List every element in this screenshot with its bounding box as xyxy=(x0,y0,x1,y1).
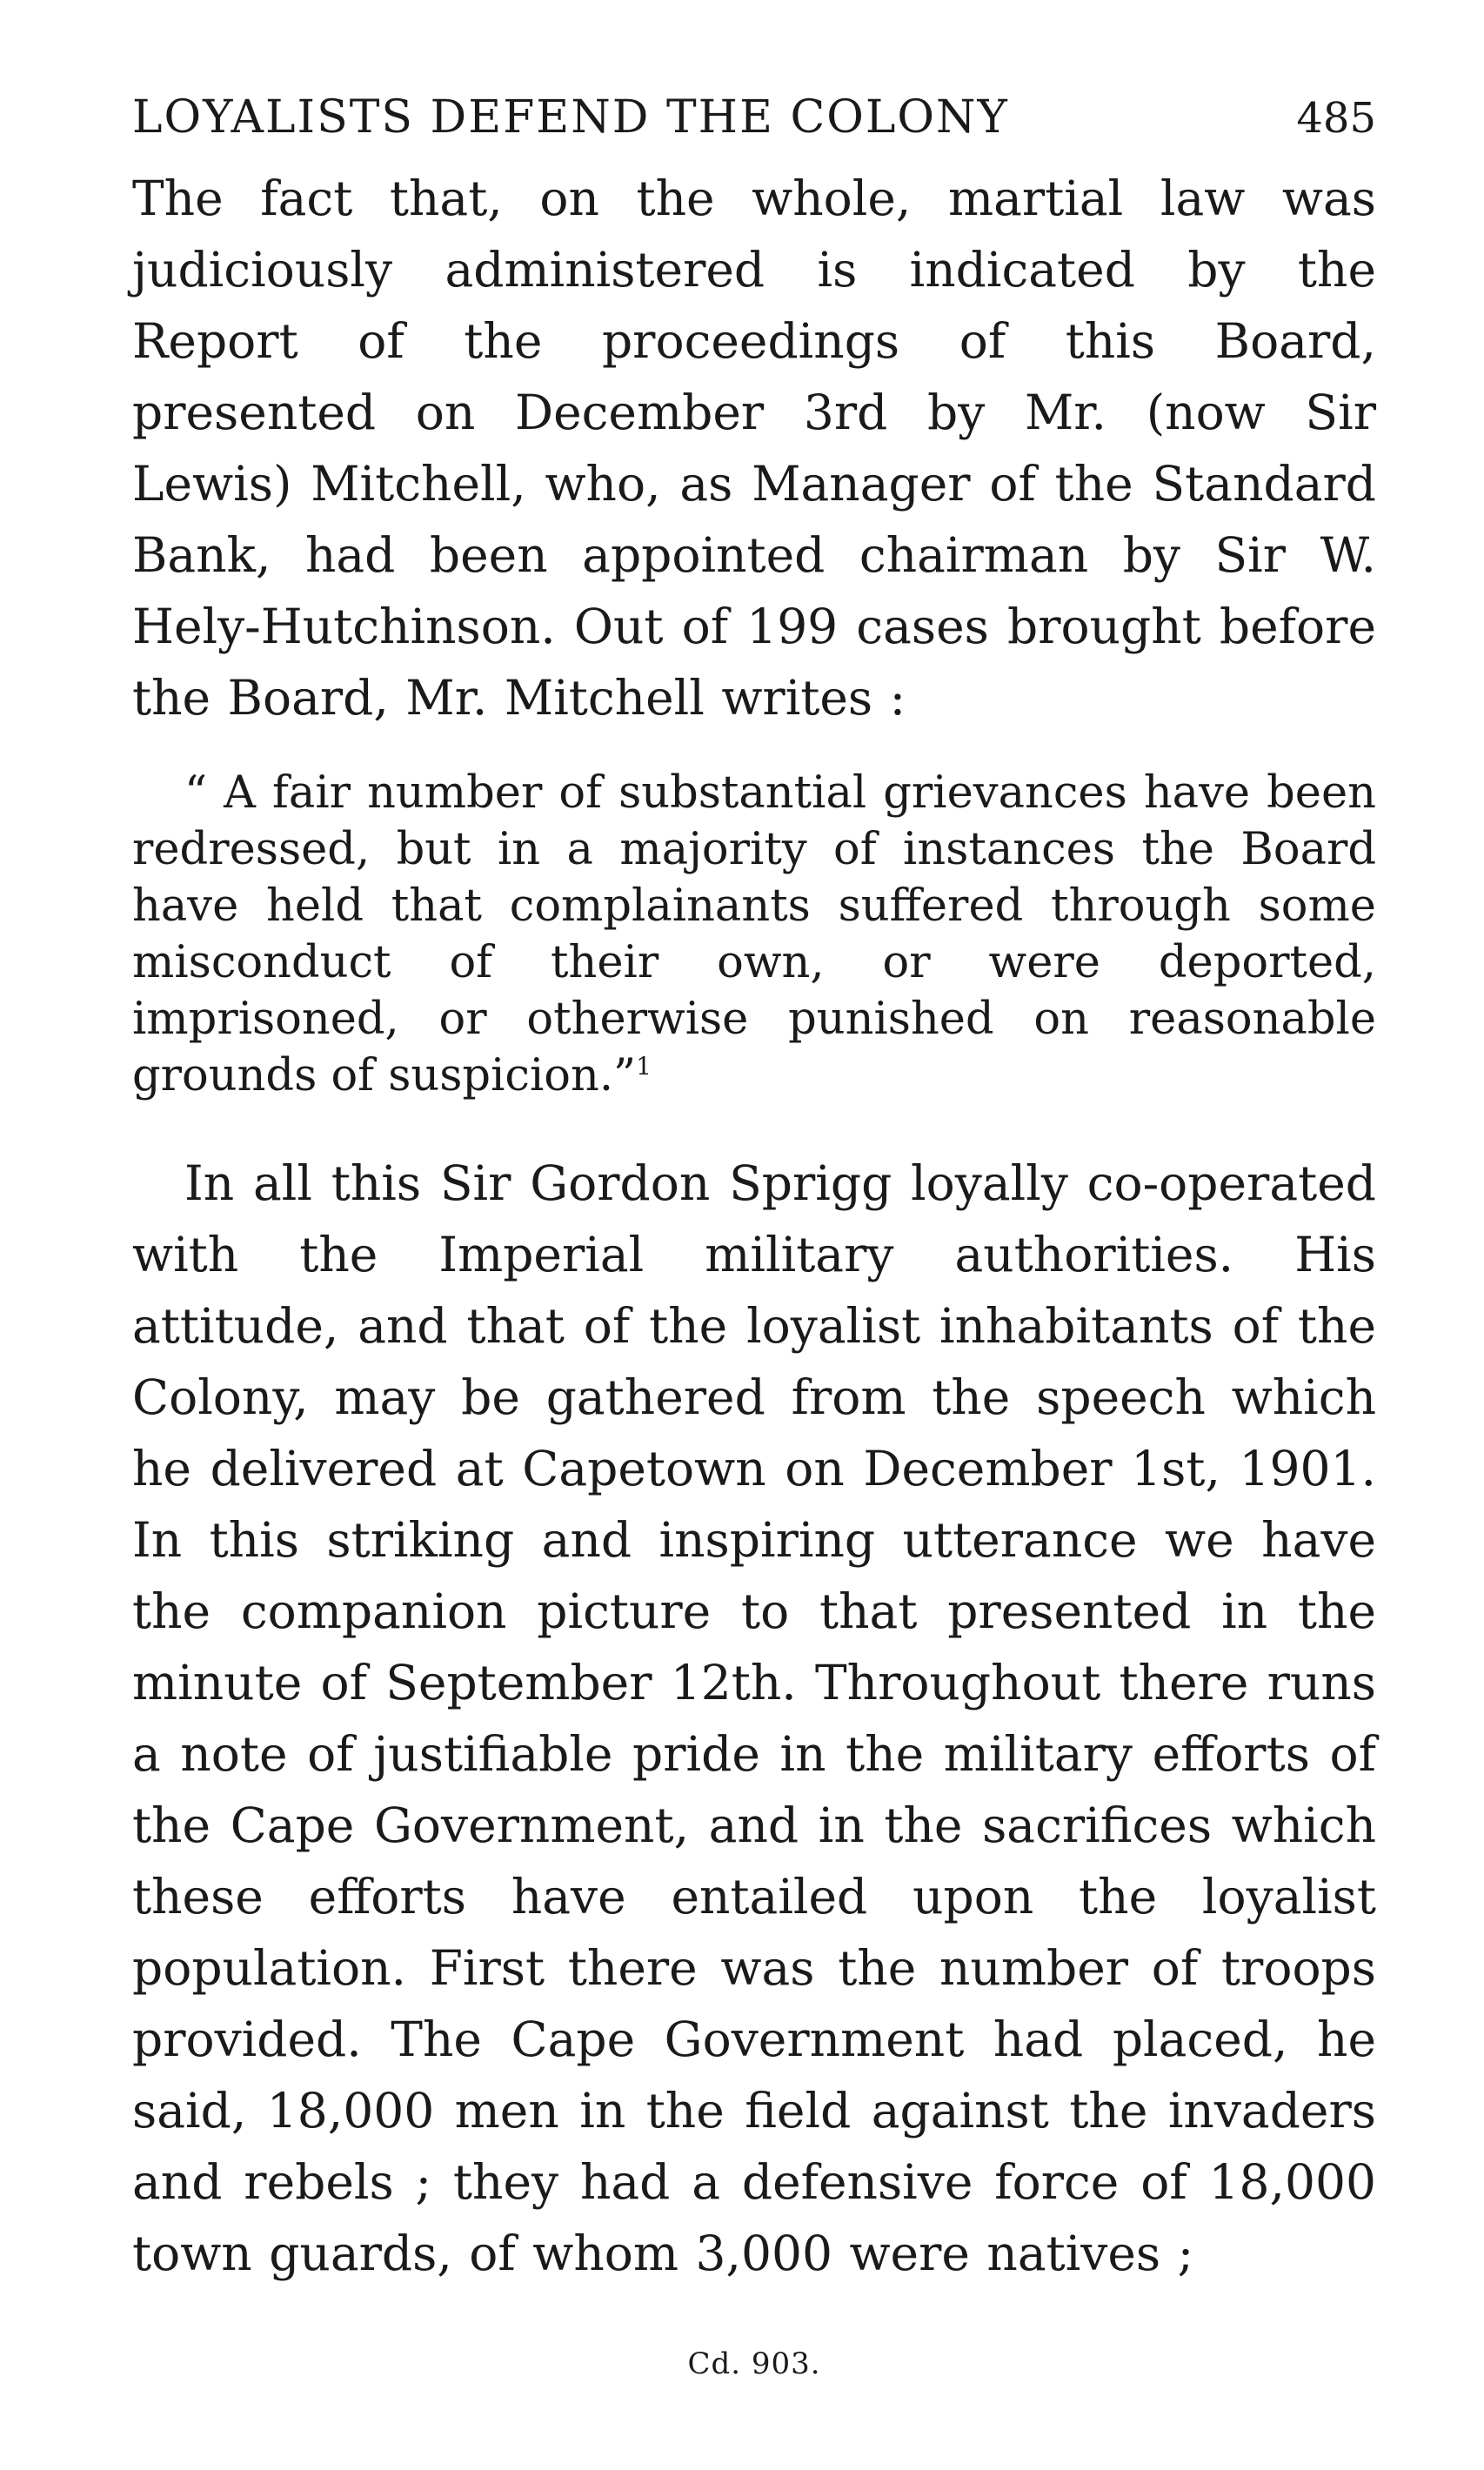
page-number: 485 xyxy=(1296,94,1376,143)
footnote: Cd. 903. xyxy=(687,2346,821,2381)
running-head xyxy=(132,91,1376,170)
paragraph-martial-law: The fact that, on the whole, martial law was judiciously administered is indicated by the Report of the proceedings of this Board, presented on December 3rd by Mr. (now Sir Lewis) Mitchell, who, as Manager of the Standard Bank, had been appointed chairman by Sir W. Hely-Hutchinson. Out of 199 cases brought before the Board, Mr. Mitchell writes : xyxy=(132,171,1376,726)
chapter-running-title: LOYALISTS DEFEND THE COLONY xyxy=(132,91,1009,144)
paragraph-sprigg-speech: In all this Sir Gordon Sprigg loyally co-operated with the Imperial military authorities. His attitude, and that of the loyalist inhabitants of the Colony, may be gathered from the speech which he delivered at Capetown on December 1st, 1901. In this striking and inspiring utterance we have the companion picture to that presented in the minute of September 12th. Throughout there runs a note of justifiable pride in the military efforts of the Cape Government, and in the sacrifices which these efforts have entailed upon the loyalist population. First there was the number of troops provided. The Cape Government had placed, he said, 18,000 men in the field against the invaders and rebels ; they had a defensive force of 18,000 town guards, of whom 3,000 were natives ; xyxy=(132,1155,1376,2281)
quote-text: “ A fair number of substantial grievances have been redressed, but in a majority of instances the Board have held that complainants suffered through some misconduct of their own, or were deported, imprisoned, or otherwise punished on reasonable grounds of suspicion.” xyxy=(132,767,1376,1101)
book-page xyxy=(132,91,1376,2381)
footnote-marker: 1 xyxy=(636,1052,652,1081)
mitchell-quote xyxy=(132,765,1376,1104)
